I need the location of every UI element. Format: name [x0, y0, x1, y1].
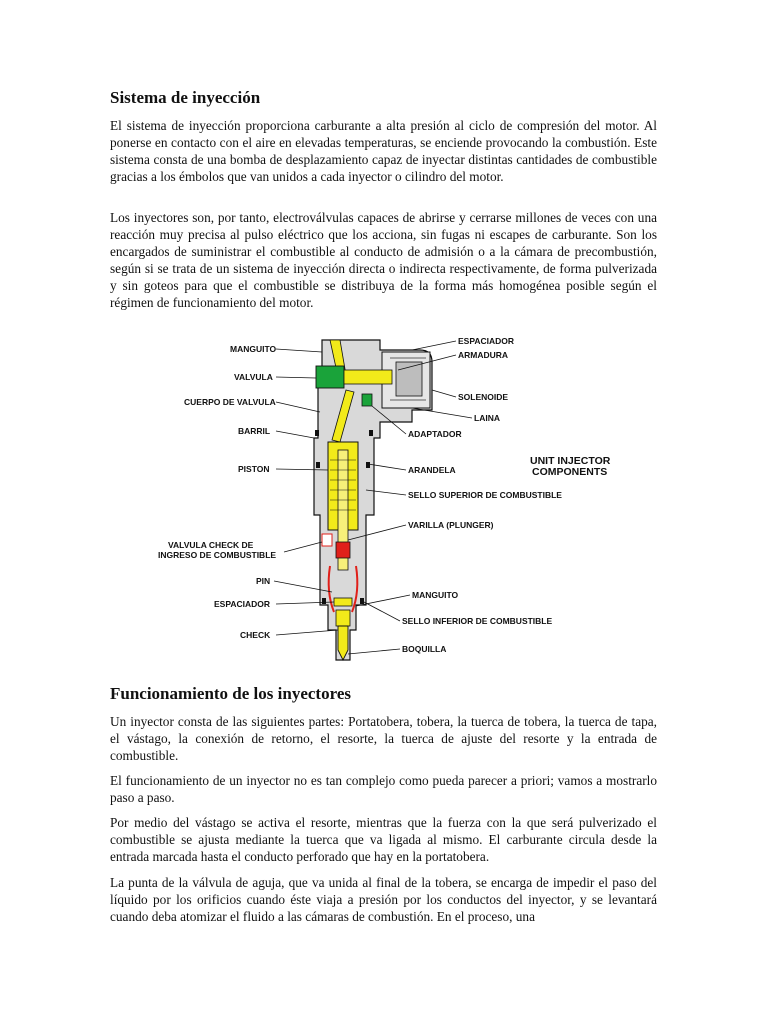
label-adaptador: ADAPTADOR — [408, 429, 462, 439]
label-valvula-check-2: INGRESO DE COMBUSTIBLE — [158, 550, 277, 560]
label-cuerpo-de-valvula: CUERPO DE VALVULA — [184, 397, 276, 407]
label-check: CHECK — [240, 630, 271, 640]
label-varilla: VARILLA (PLUNGER) — [408, 520, 494, 530]
section-title-sistema: Sistema de inyección — [110, 88, 261, 107]
label-valvula: VALVULA — [234, 372, 273, 382]
label-pin: PIN — [256, 576, 271, 586]
label-solenoide: SOLENOIDE — [458, 392, 509, 402]
label-espaciador-right: ESPACIADOR — [458, 336, 515, 346]
unit-injector-diagram — [150, 330, 630, 670]
label-arandela: ARANDELA — [408, 465, 456, 475]
paragraph-4: El funcionamiento de un inyector no es tan complejo como pueda parecer a priori; vamos a mostrarlo paso a paso. — [110, 773, 657, 805]
injector-body — [314, 340, 432, 660]
paragraph-6: La punta de la válvula de aguja, que va unida al final de la tobera, se encarga de impedir el paso del líquido por los orificios cuando éste viaja a presión por los conductos del inyector, y se levantará cuando deba atomizar el fluido a las cámaras de combustión. En el proceso, una — [110, 875, 657, 924]
paragraph-5: Por medio del vástago se activa el resorte, mientras que la fuerza con la que será pulverizado el combustible se ajusta mediante la tuerca que va ligada al mismo. El carburante circula desde la entrada marcada hasta el conducto perforado que hay en la portatobera. — [110, 815, 657, 864]
label-laina: LAINA — [474, 413, 500, 423]
label-armadura: ARMADURA — [458, 350, 509, 360]
paragraph-1: El sistema de inyección proporciona carburante a alta presión al ciclo de compresión del motor. Al ponerse en contacto con el aire en elevadas temperaturas, se enciende provocando la combustión. Este sistema consta de una bomba de desplazamiento capaz de inyectar distintas cantidades de combustible gracias a los émbolos que van unidos a cada inyector o cilindro del motor. — [110, 118, 657, 184]
diagram-title-line1: UNIT INJECTOR — [530, 455, 611, 467]
label-piston: PISTON — [238, 464, 270, 474]
label-manguito-right: MANGUITO — [412, 590, 459, 600]
section-title-funcionamiento: Funcionamiento de los inyectores — [110, 684, 351, 703]
label-valvula-check-1: VALVULA CHECK DE — [168, 540, 254, 550]
label-sello-inferior: SELLO INFERIOR DE COMBUSTIBLE — [402, 616, 553, 626]
label-sello-superior: SELLO SUPERIOR DE COMBUSTIBLE — [408, 490, 562, 500]
paragraph-2: Los inyectores son, por tanto, electroválvulas capaces de abrirse y cerrarse millones de veces con una reacción muy precisa al pulso eléctrico que los acciona, sin fugas ni escapes de carburante. Son los encargados de suministrar el combustible al conducto de admisión o a la cámara de precombustión, según si se trata de un sistema de inyección directa o indirecta respectivamente, de forma pulverizada y sin goteos para que el combustible se distribuya de la forma más homogénea posible según el régimen de funcionamiento del motor. — [110, 210, 657, 310]
paragraph-3: Un inyector consta de las siguientes partes: Portatobera, tobera, la tuerca de tobera, la tuerca de tapa, el vástago, la conexión de retorno, el resorte, la tuerca de ajuste del resorte y la entrada de combustible. — [110, 714, 657, 763]
label-espaciador-left: ESPACIADOR — [214, 599, 271, 609]
diagram-title-line2: COMPONENTS — [532, 466, 608, 478]
label-boquilla: BOQUILLA — [402, 644, 447, 654]
label-manguito-left: MANGUITO — [230, 344, 277, 354]
label-barril: BARRIL — [238, 426, 271, 436]
